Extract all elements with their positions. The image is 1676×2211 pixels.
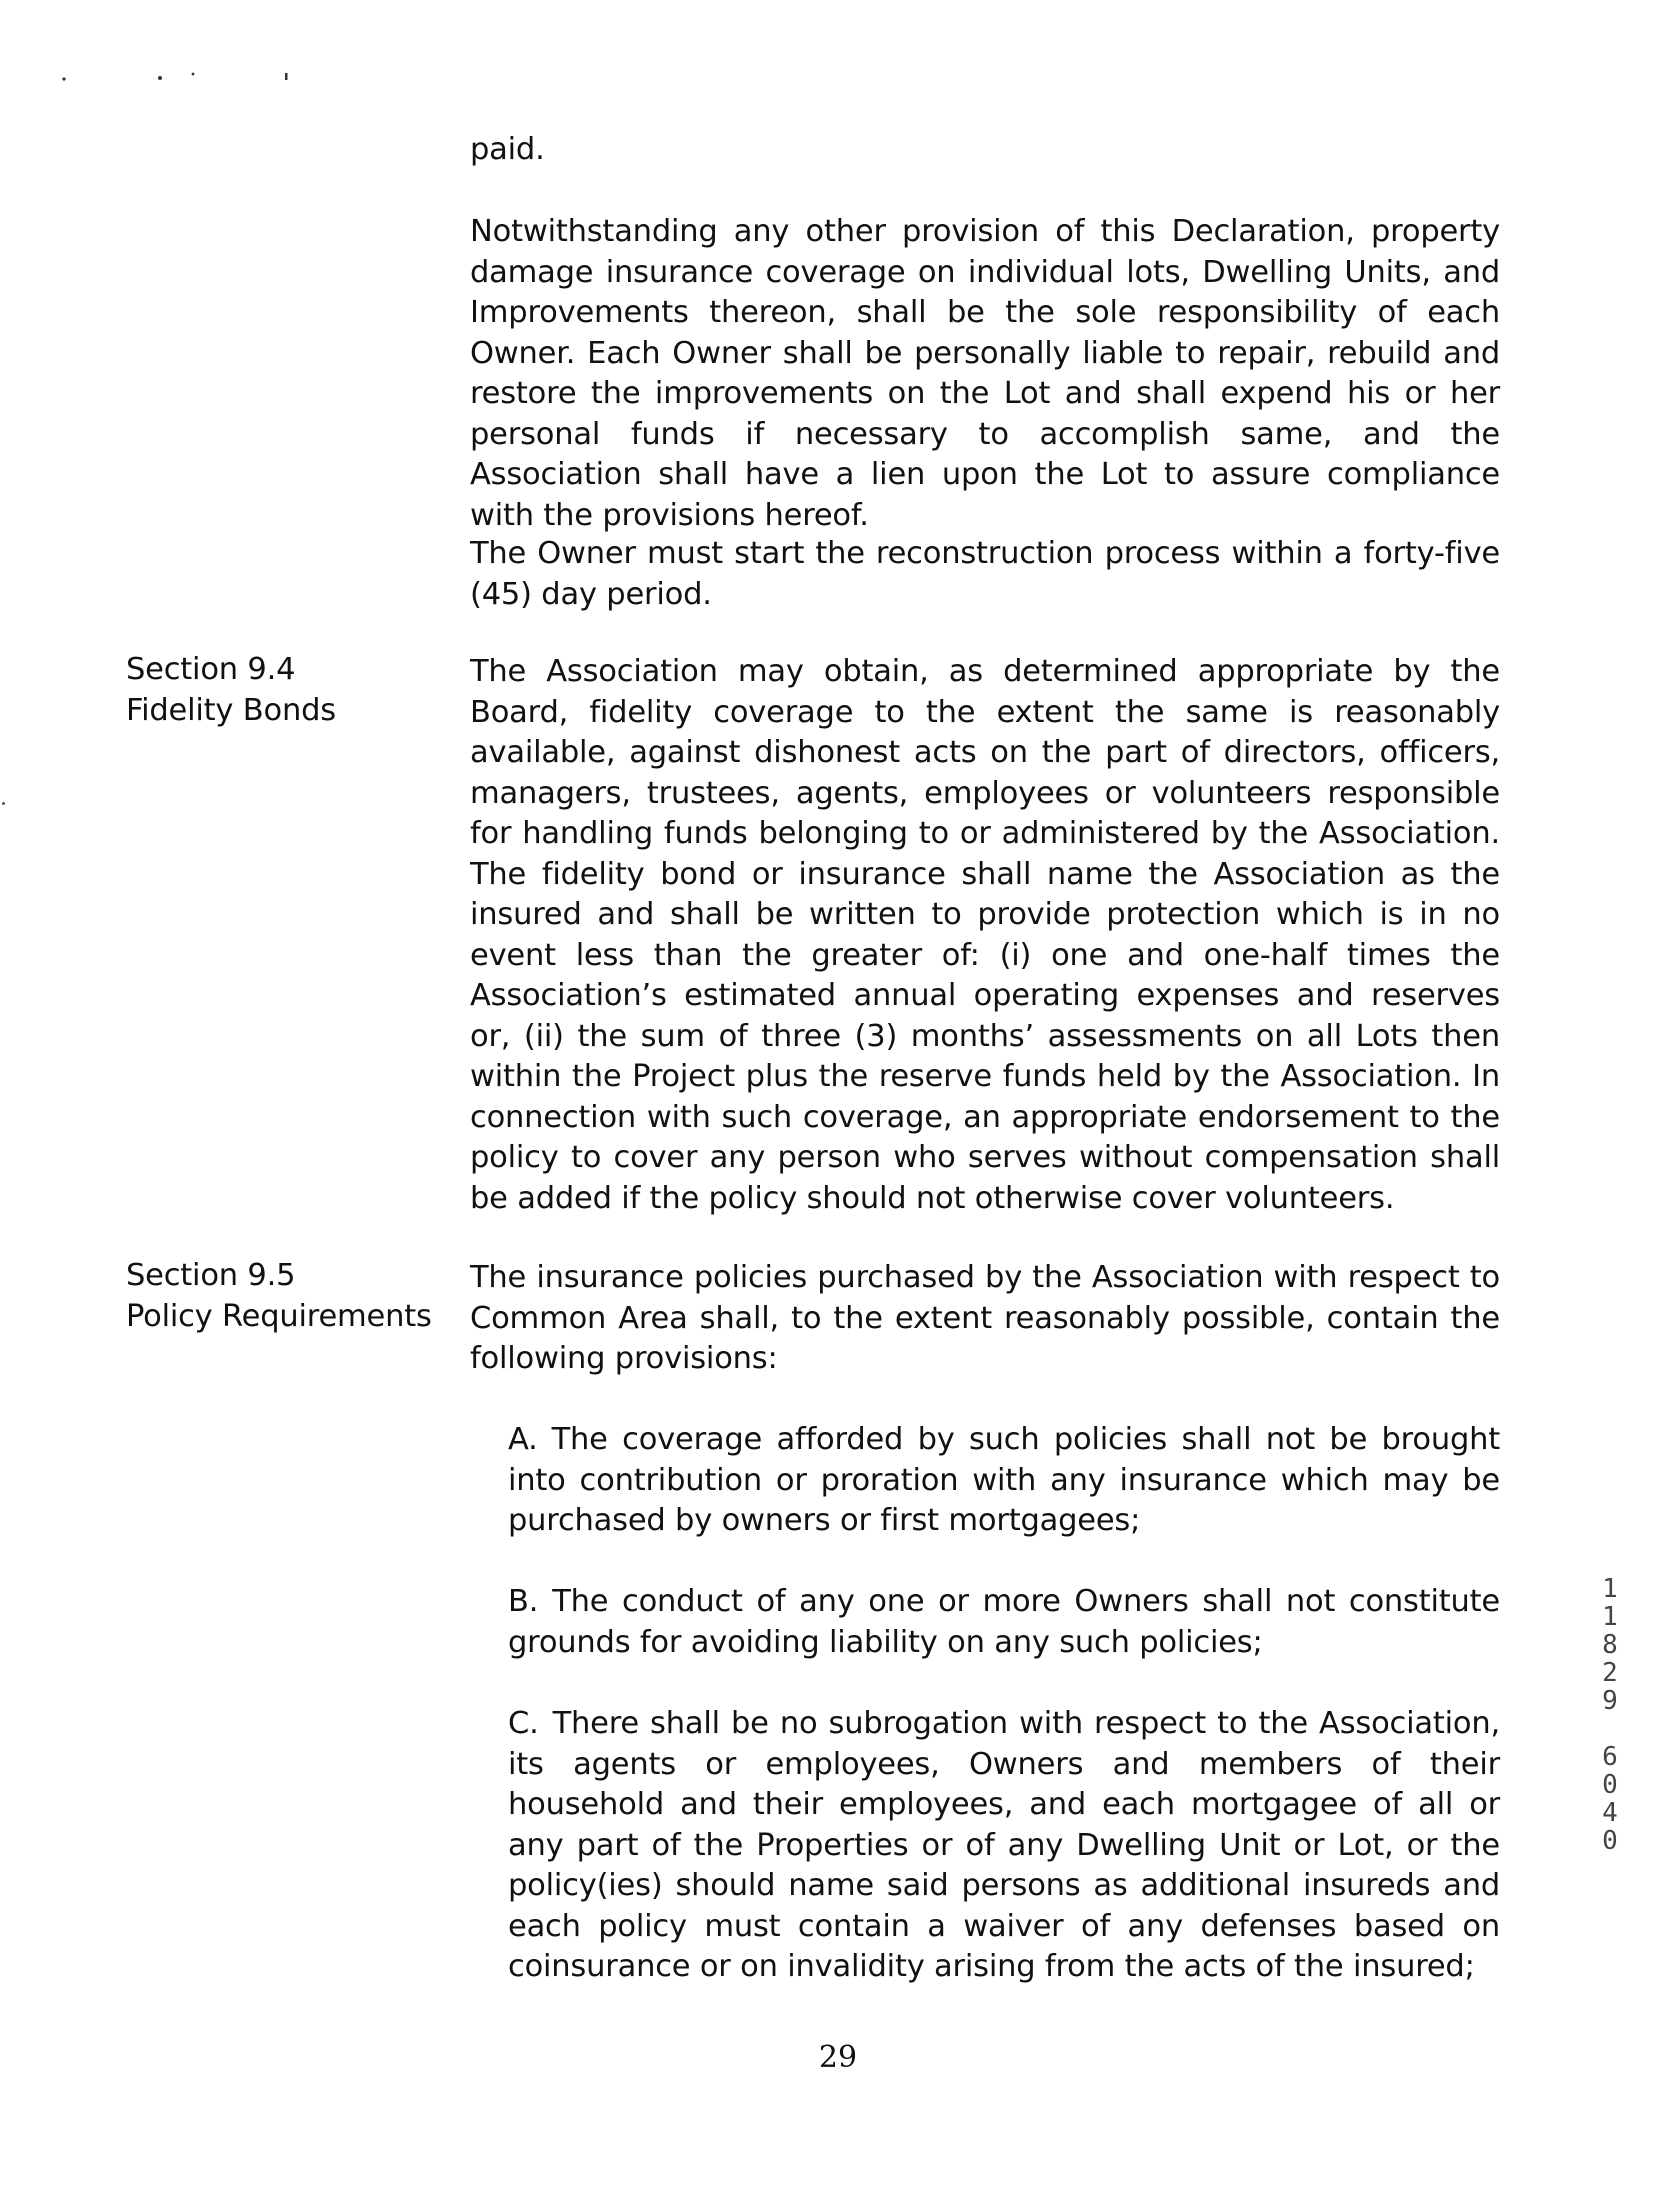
provision-letter-b: B. (508, 1584, 539, 1619)
section-9-5-number: Section 9.5 (126, 1258, 296, 1293)
section-9-4-body: The Association may obtain, as determined appropriate by the Board, fidelity coverage to the extent the same is reasonably available, against dishonest acts on the part of directors, officers, managers, trustees, agents, employees or volunteers responsible for handling funds belonging to or administered by the Association. The fidelity bond or insurance shall name the Association as the insured and shall be written to provide protection which is in no event less than the greater of: (i) one and one-half times the Association’s estimated annual operating expenses and reserves or, (ii) the sum of three (3) months’ assessments on all Lots then within the Project plus the reserve funds held by the Association. In connection with such coverage, an appropriate endorsement to the policy to cover any person who serves without compensation shall be added if the policy should not otherwise cover volunteers. (470, 654, 1500, 1216)
section-9-5-label (126, 1256, 456, 1337)
section-9-4-title: Fidelity Bonds (126, 692, 336, 728)
provision-item-b (508, 1582, 1500, 1663)
provision-letter-a: A. (508, 1422, 538, 1457)
scan-specks (0, 0, 320, 100)
page-number: 29 (818, 2040, 858, 2075)
recording-stamp (1590, 1575, 1630, 1895)
recording-stamp-gap (1590, 1715, 1630, 1743)
recording-stamp-bottom: 6 0 4 0 (1602, 1742, 1618, 1856)
section-9-5-body: The insurance policies purchased by the Association with respect to Common Area shall, to the extent reasonably possible, contain the following provisions: (470, 1260, 1500, 1376)
provision-item-c (508, 1704, 1500, 1988)
section-9-4-label (126, 650, 456, 731)
recording-stamp-top: 1 1 8 2 9 (1602, 1574, 1618, 1716)
provision-text-a: The coverage afforded by such policies shall not be brought into contribution or proration with any insurance which may be purchased by owners or first mortgagees; (508, 1422, 1500, 1538)
provision-letter-c: C. (508, 1706, 539, 1741)
provision-text-c: There shall be no subrogation with respect to the Association, its agents or employees, Owners and members of their household and their employees, and each mortgagee of all or any part of the Properties or of any Dwelling Unit or Lot, or the policy(ies) should name said persons as additional insureds and each policy must contain a waiver of any defenses based on coinsurance or on invalidity arising from the acts of the insured; (508, 1706, 1500, 1984)
section-9-4-number: Section 9.4 (126, 652, 296, 687)
provision-text-b: The conduct of any one or more Owners shall not constitute grounds for avoiding liability on any such policies; (508, 1584, 1500, 1660)
paragraph-paid: paid. (470, 132, 545, 167)
provision-item-a (508, 1420, 1500, 1542)
paragraph-owner-responsibility: Notwithstanding any other provision of this Declaration, property damage insurance coverage on individual lots, Dwelling Units, and Improvements thereon, shall be the sole responsibility of each Owner. Each Owner shall be personally liable to repair, rebuild and restore the improvements on the Lot and shall expend his or her personal funds if necessary to accomplish same, and the Association shall have a lien upon the Lot to assure compliance with the provisions hereof. (470, 214, 1500, 533)
paragraph-reconstruction: The Owner must start the reconstruction process within a forty-five (45) day period. (470, 536, 1500, 612)
section-9-5-title: Policy Requirements (126, 1298, 432, 1334)
scan-speck-margin (2, 802, 5, 805)
